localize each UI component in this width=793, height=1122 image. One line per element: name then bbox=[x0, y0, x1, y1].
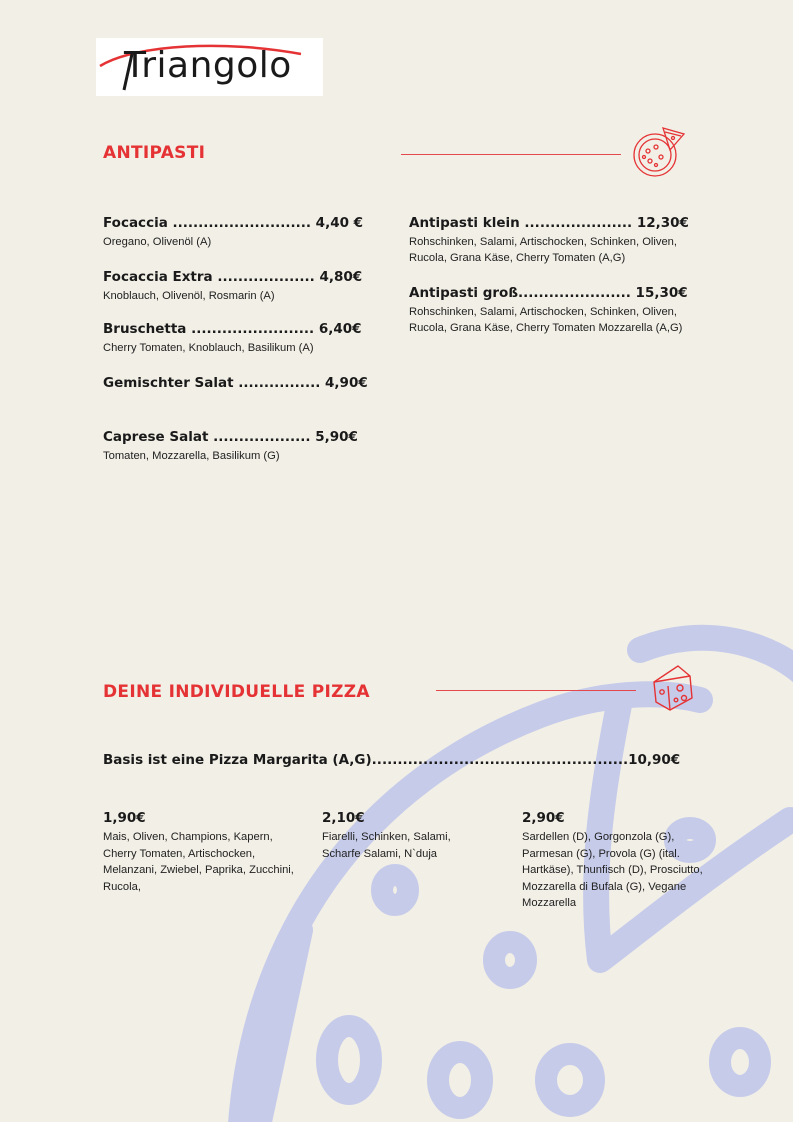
menu-item bbox=[103, 428, 373, 464]
topping-tier-price: 2,10€ bbox=[322, 810, 365, 826]
menu-item bbox=[103, 320, 373, 356]
pizza-icon bbox=[630, 124, 688, 180]
menu-item-description: Rohschinken, Salami, Artischocken, Schinken, Oliven, Rucola, Grana Käse, Cherry Tomaten (A,G) bbox=[409, 236, 678, 264]
menu-item-name: Antipasti klein ..................... 12,30€ bbox=[409, 215, 689, 231]
menu-item-description: Cherry Tomaten, Knoblauch, Basilikum (A) bbox=[103, 342, 314, 354]
brand-logo-text: Triangolo bbox=[124, 45, 292, 86]
menu-item-description: Knoblauch, Olivenöl, Rosmarin (A) bbox=[103, 290, 275, 302]
menu-item-name: Gemischter Salat ................ 4,90€ bbox=[103, 375, 368, 391]
topping-tier-list: Mais, Oliven, Champions, Kapern, Cherry Tomaten, Artischocken, Melanzani, Zwiebel, Paprika, Zucchini, Rucola, bbox=[103, 831, 294, 893]
menu-item bbox=[103, 268, 373, 304]
topping-tier bbox=[103, 809, 303, 895]
menu-item-description: Tomaten, Mozzarella, Basilikum (G) bbox=[103, 450, 280, 462]
divider-antipasti bbox=[401, 154, 621, 155]
menu-item bbox=[409, 284, 689, 336]
topping-tier-price: 2,90€ bbox=[522, 810, 565, 826]
menu-item-name: Focaccia Extra ................... 4,80€ bbox=[103, 269, 363, 285]
topping-tier-list: Fiarelli, Schinken, Salami, Scharfe Salami, N`duja bbox=[322, 831, 451, 860]
cheese-icon bbox=[650, 662, 696, 714]
topping-tier-list: Sardellen (D), Gorgonzola (G), Parmesan (G), Provola (G) (ital. Hartkäse), Thunfisch (D), Prosciutto, Mozzarella di Bufala (G), Vegane Mozzarella bbox=[522, 831, 703, 909]
topping-tier bbox=[522, 809, 707, 912]
divider-pizza bbox=[436, 690, 636, 691]
menu-item-name: Caprese Salat ................... 5,90€ bbox=[103, 429, 358, 445]
brand-logo bbox=[96, 38, 323, 96]
pizza-basis-price: Basis ist eine Pizza Margarita (A,G)..................................................10,90€ bbox=[103, 752, 681, 768]
menu-item bbox=[103, 374, 373, 392]
menu-item-name: Antipasti groß...................... 15,30€ bbox=[409, 285, 688, 301]
menu-item-description: Oregano, Olivenöl (A) bbox=[103, 236, 212, 248]
topping-tier-price: 1,90€ bbox=[103, 810, 146, 826]
menu-item-name: Focaccia ........................... 4,40 € bbox=[103, 215, 364, 231]
menu-item-name: Bruschetta ........................ 6,40€ bbox=[103, 321, 362, 337]
section-title-pizza: DEINE INDIVIDUELLE PIZZA bbox=[103, 682, 370, 702]
menu-item-description: Rohschinken, Salami, Artischocken, Schinken, Oliven, Rucola, Grana Käse, Cherry Tomaten Mozzarella (A,G) bbox=[409, 306, 683, 334]
topping-tier bbox=[322, 809, 482, 862]
section-title-antipasti: ANTIPASTI bbox=[103, 143, 206, 163]
menu-item bbox=[103, 214, 373, 250]
menu-item bbox=[409, 214, 689, 266]
